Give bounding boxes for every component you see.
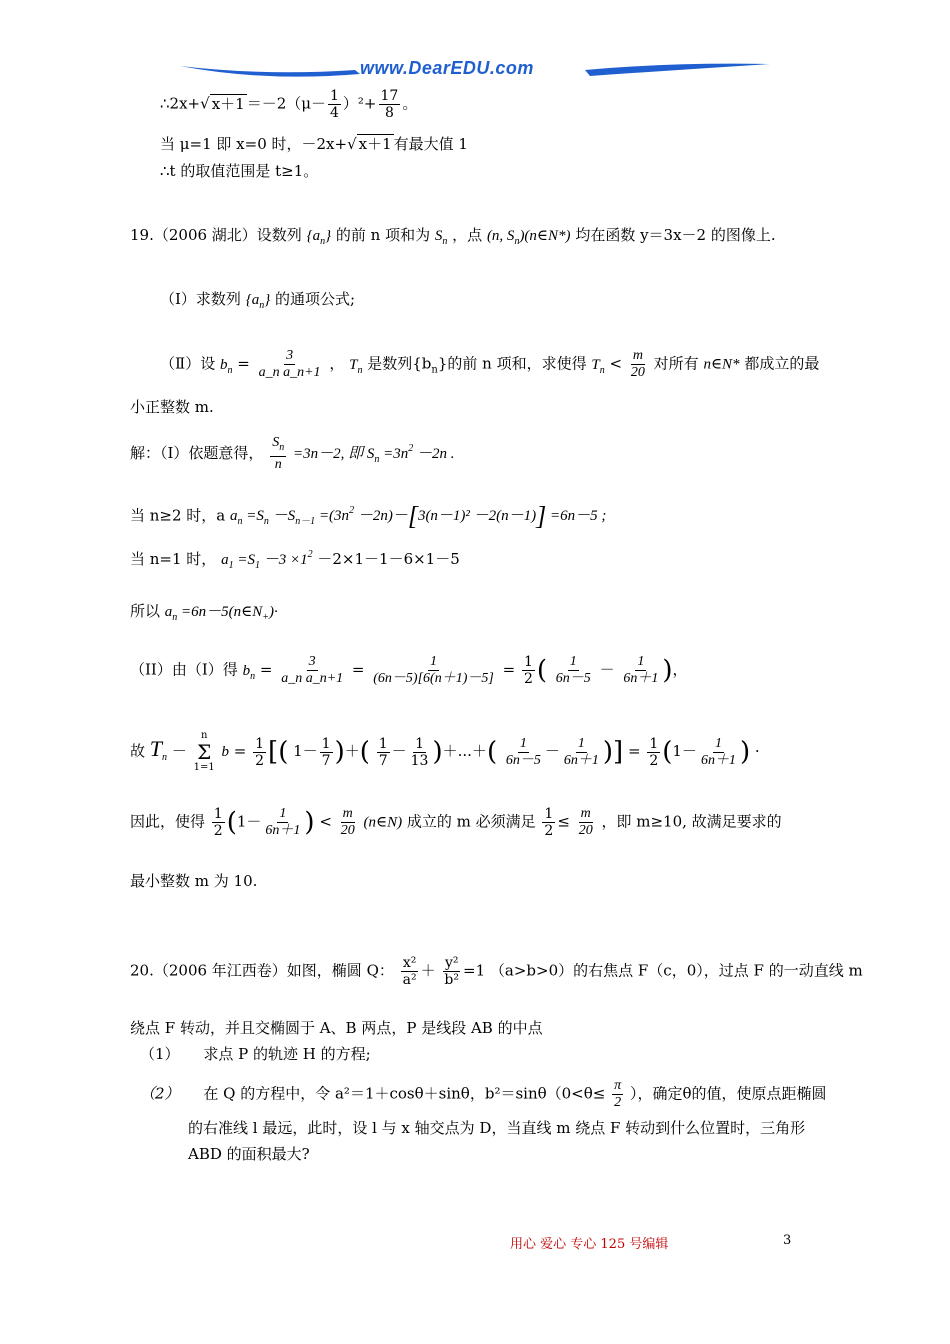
q19-sol-4: 所以 $a_n$ $=6n-5(n\in N_+)\cdot$ [130,602,278,623]
q19-part2: （Ⅱ）设 $b_n$ = $\frac{3}{\text{a\_n a\_n+1}}$ ， $T_n$ 是数列$\{b_n\}$的前 n 项和，求使得 $T_n$ < $\frac{m}{20}$ 对所有 n∈N* 都成立的最 [160,348,820,380]
q19-sol-7: 因此，使得 $\frac{1}{2}$ (1－ $\frac{1}{6n+1}$ ) < $\frac{m}{20}$ (n∈N) 成立的 m 必须满足 $\frac{1}{2}$ ≤ $\frac{m}{20}$ ，即 m≥10, 故满足要求的 [130,806,782,839]
q19-sol-8: 最小整数 m 为 10. [130,872,258,890]
q19-sol-2: 当 n≥2 时，a $a_n =S_n -S_{n-1} =(3n^2 -2n)-[3(n-1)^2 -2(n-1)] =6n-5$ ; [130,502,607,531]
top-solution-line1: ∴2x+√ x＋1 ＝－2（μ－ $\frac{1}{4}$ ）²+ $\frac{17}{8}$ 。 [160,88,418,121]
q20-part1: （1） 求点 P 的轨迹 H 的方程; [140,1045,371,1063]
q20-line2: 绕点 F 转动，并且交椭圆于 A、B 两点，P 是线段 AB 的中点 [130,1019,543,1037]
q19-sol-6: 故 $T_n$ － n Σ 1=1 b = $\frac{1}{2}$ [( 1－ $\frac{1}{7}$ )＋( $\frac{1}{7}$ － $\frac{1}{13}$ )＋...＋( $\frac{1}{6n-5}$ － $\frac{1}{6n+1}$ )] = $\frac{1}{2}$ (1－ $\frac{1}{6n+1}$ ) · [130,730,760,773]
q19-part2-cont: 小正整数 m. [130,398,214,416]
q19-sol-5: （II）由（I）得 $b_n$ = $\frac{3}{\text{a\_n a\_n+1}}$ = $\frac{1}{(6n-5)[6(n+1)-5]}$ = $\frac{1}{2}$ ( $\frac{1}{6n-5}$ － $\frac{1}{6n+1}$ )， [130,654,688,687]
q20-part2-line3: ABD 的面积最大? [188,1145,310,1163]
top-solution-line3: ∴t 的取值范围是 t≥1。 [160,162,319,180]
q20-stem: 20.（2006 年江西卷）如图，椭圆 Q： $\frac{\text{x²}}{\text{a²}}$ ＋ $\frac{\text{y²}}{\text{b²}}$ =1 （a>b>0）的右焦点 F（c，0），过点 F 的一动直线 m [130,955,863,988]
q19-stem: 19.（2006 湖北）设数列 $\{a_n\}$ 的前 n 项和为 $S_n$ ，点 (n, $S_n)(n\in N*)$ 均在函数 y＝3x－2 的图像上. [130,226,776,247]
footer-slogan: 用心 爱心 专心 125 号编辑 [510,1237,669,1252]
header-site-title[interactable]: www.DearEDU.com [360,58,534,78]
q19-part1: （Ⅰ）求数列 $\{a_n\}$ 的通项公式; [160,290,356,311]
q20-part2: （2） 在 Q 的方程中，令 a²＝1＋cosθ＋sinθ，b²＝sinθ（0<θ≤ $\frac{\pi}{2}$ ），确定θ的值，使原点距椭圆 [140,1078,827,1110]
top-solution-line2: 当 μ=1 即 x=0 时，－2x+√ x＋1 有最大值 1 [160,135,468,153]
q19-sol-3: 当 n=1 时， $a_1 =S_1 -3 \times 1^2 -2\times 1-1-6\times 1-5$ [130,549,460,571]
q20-part2-line2: 的右准线 l 最远，此时，设 l 与 x 轴交点为 D，当直线 m 绕点 F 转动到什么位置时，三角形 [188,1119,806,1137]
q19-sol-1: 解：（I）依题意得， $\frac{S_n}{n}$ =3n－2, 即 $S_n =3n^2 -2n$ . [130,435,455,472]
page-number: 3 [783,1233,792,1248]
